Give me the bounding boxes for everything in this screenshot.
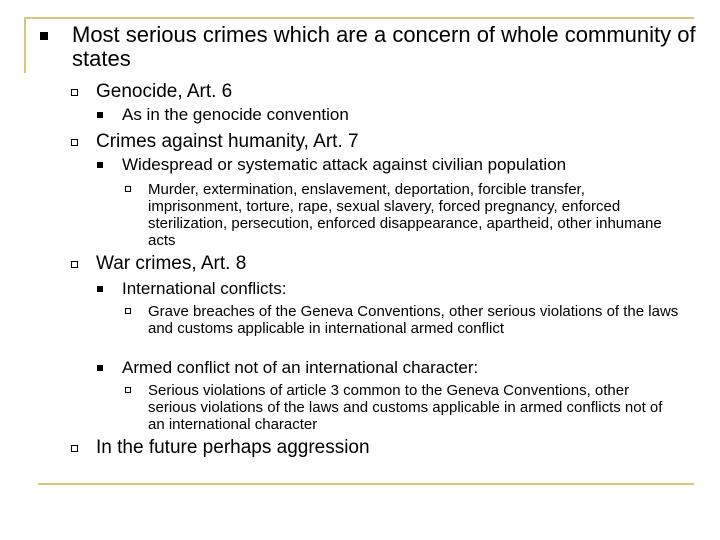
square-bullet-icon (97, 365, 103, 371)
bullet-text: Armed conflict not of an international character: (122, 358, 479, 377)
bullet-text: Most serious crimes which are a concern of whole community of states (72, 22, 696, 71)
bullet-text: As in the genocide convention (122, 105, 349, 124)
bullet-text: Genocide, Art. 6 (96, 81, 233, 102)
bullet-text: Crimes against humanity, Art. 7 (96, 131, 359, 152)
hollow-square-bullet-icon (71, 89, 78, 96)
left-rule (24, 17, 26, 73)
bullet-text: War crimes, Art. 8 (96, 253, 247, 274)
bullet-text: In the future perhaps aggression (96, 437, 370, 458)
square-bullet-icon (97, 112, 103, 118)
bullet-text: Serious violations of article 3 common to the Geneva Conventions, other serious violations of the laws and customs applicable in armed conflicts not of an international character (148, 382, 663, 433)
bullet-text: Murder, extermination, enslavement, deportation, forcible transfer, imprisonment, torture, rape, sexual slavery, forced pregnancy, enforced sterilization, persecution, enforced disappearance, apartheid, other inhumane acts (148, 181, 662, 249)
hollow-square-bullet-icon (125, 308, 131, 314)
hollow-square-bullet-icon (71, 261, 78, 268)
hollow-square-bullet-icon (71, 139, 78, 146)
bullet-text: Grave breaches of the Geneva Conventions, other serious violations of the laws and customs applicable in international armed conflict (148, 303, 679, 337)
hollow-square-bullet-icon (125, 387, 131, 393)
square-bullet-icon (97, 286, 103, 292)
bullet-text: Widespread or systematic attack against civilian population (122, 155, 567, 174)
bottom-rule (38, 483, 694, 485)
hollow-square-bullet-icon (125, 186, 131, 192)
square-bullet-icon (97, 162, 103, 168)
top-rule (24, 17, 694, 19)
hollow-square-bullet-icon (71, 445, 78, 452)
square-bullet-icon (40, 32, 48, 40)
bullet-text: International conflicts: (122, 279, 287, 298)
